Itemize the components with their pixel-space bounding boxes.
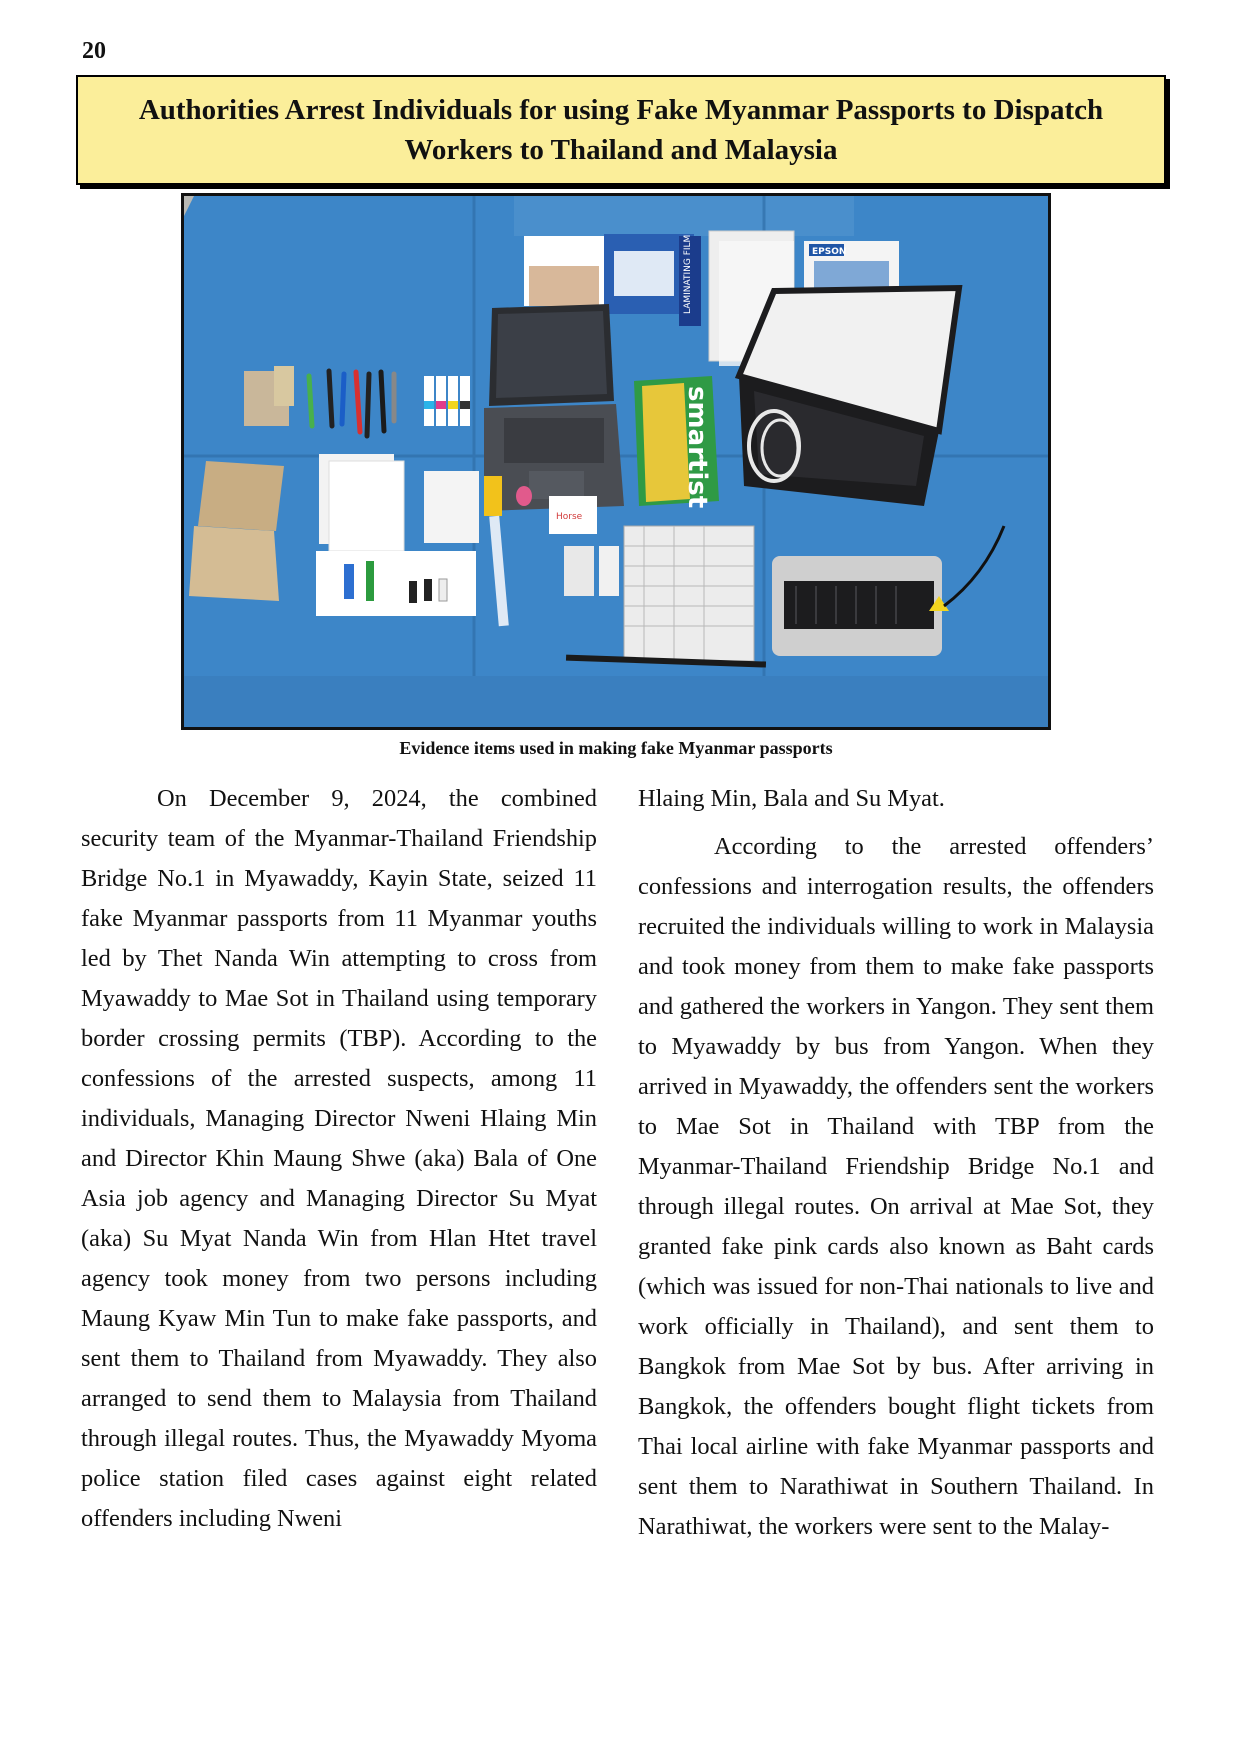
evidence-photo-illustration (184, 196, 1048, 727)
title-banner (76, 75, 1166, 185)
evidence-photo (181, 193, 1051, 730)
horse-label: Horse (556, 512, 583, 522)
page-title: Authorities Arrest Individuals for using Fake Myanmar Passports to Dispatch Workers to Thailand and Malaysia (138, 94, 1104, 166)
article-left-column (81, 779, 597, 1539)
article-paragraph-continued: Hlaing Min, Bala and Su Myat. (638, 785, 945, 812)
article-paragraph: On December 9, 2024, the combined security team of the Myanmar-Thailand Friendship Bridge No.1 in Myawaddy, Kayin State, seized 11 fake Myanmar passports from 11 Myanmar youths led by Thet Nanda Win attempting to cross from Myawaddy to Mae Sot in Thailand using temporary border crossing permits (TBP). According to the confessions of the arrested suspects, among 11 individuals, Managing Director Nweni Hlaing Min and Director Khin Maung Shwe (aka) Bala of One Asia job agency and Managing Director Su Myat (aka) Su Myat Nanda Win from Hlan Htet travel agency took money from two persons including Maung Kyaw Min Tun to make fake passports, and sent them to Thailand from Myawaddy. They also arranged to send them to Malaysia from Thailand through illegal routes. Thus, the Myawaddy Myoma police station filed cases against eight related offenders including Nweni (81, 785, 597, 1532)
smartist-label: smartist (682, 386, 712, 509)
article-paragraph: According to the arrested offenders’ confessions and interrogation results, the offenders recruited the individuals willing to work in Malaysia and took money from them to make fake passports and gathered the workers in Yangon. They sent them to Myawaddy by bus from Yangon. When they arrived in Myawaddy, the offenders sent the workers to Mae Sot in Thailand with TBP from the Myanmar-Thailand Friendship Bridge No.1 and through illegal routes. On arrival at Mae Sot, they granted fake pink cards also known as Baht cards (which was issued for non-Thai nationals to live and work officially in Thailand), and sent them to Bangkok from Mae Sot by bus. After arriving in Bangkok, the offenders bought flight tickets from Thai local airline with fake Myanmar passports and sent them to Narathiwat in Southern Thailand. In Narathiwat, the workers were sent to the Malay- (638, 833, 1154, 1540)
page-number: 20 (82, 38, 106, 64)
article-right-column (638, 779, 1154, 1547)
laminating-film-label: LAMINATING FILM (683, 234, 693, 314)
figure-caption: Evidence items used in making fake Myanmar passports (399, 738, 833, 758)
epson-label: EPSON (812, 247, 847, 257)
